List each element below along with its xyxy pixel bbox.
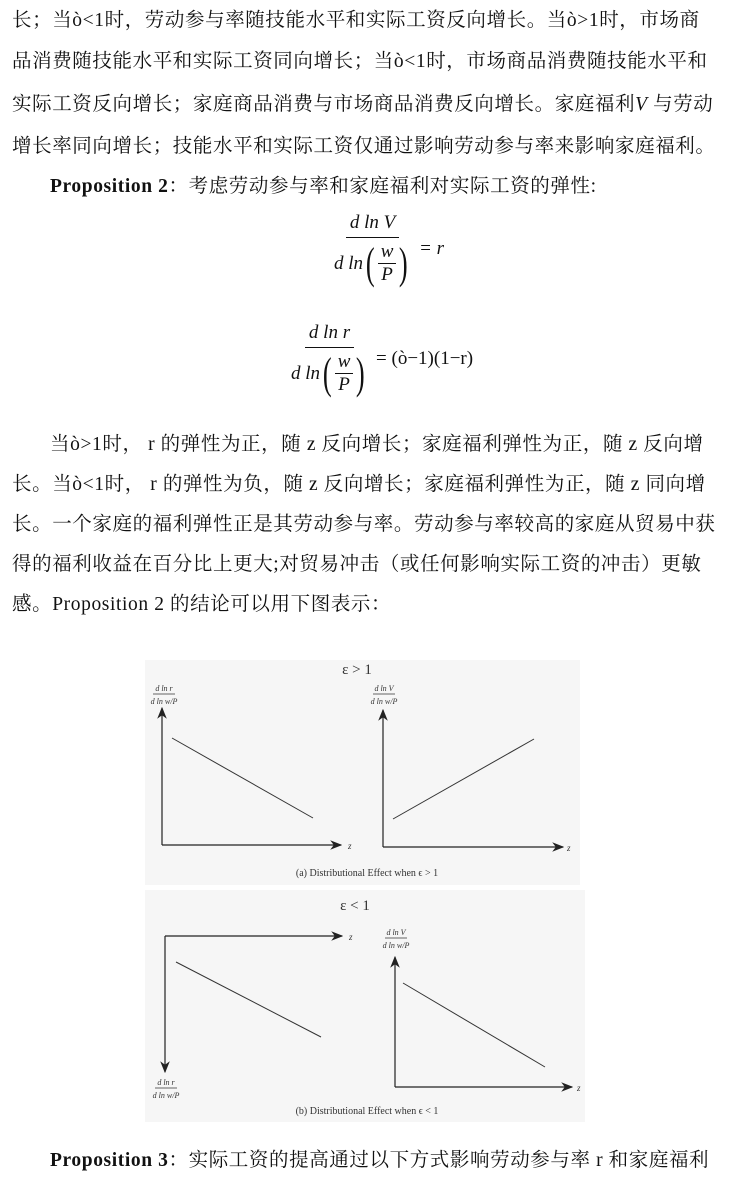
panel-b-title: ε < 1 [340, 898, 370, 914]
proposition-2-text: ：考虑劳动参与率和家庭福利对实际工资的弹性: [168, 176, 597, 197]
var-v: V [635, 94, 648, 115]
para1-line-1: 长；当ò<1时，劳动参与率随技能水平和实际工资反向增长。当ò>1时，市场商 [12, 10, 700, 31]
panel-b-left-xlabel: z [349, 932, 353, 942]
proposition-3-text: ：实际工资的提高通过以下方式影响劳动参与率 r 和家庭福利 [168, 1150, 710, 1171]
proposition-2-label: Proposition 2 [50, 176, 169, 197]
panel-a-caption: (a) Distributional Effect when ϵ > 1 [295, 868, 439, 879]
eq1-w: w [378, 241, 397, 264]
panel-b-left-ylabel-num: d ln r [157, 1078, 175, 1087]
panel-a-right-ylabel-den: d ln w/P [370, 697, 398, 706]
eq2-p: P [338, 374, 350, 395]
equation-2: d ln r d ln ( $\frac{w}{P}$ ) = (ò−1)(1−r) [291, 322, 474, 398]
panel-a-left-xlabel: z [348, 841, 352, 851]
panel-a-right-xlabel: z [567, 843, 571, 853]
eq1-p: P [381, 264, 393, 285]
eq1-rhs: = r [419, 238, 444, 259]
para2-line-5: 感。Proposition 2 的结论可以用下图表示： [12, 594, 392, 615]
panel-a-left-ylabel-den: d ln w/P [150, 697, 178, 706]
para2-line-1: 当ò>1时， r 的弹性为正，随 z 反向增长；家庭福利弹性为正，随 z 反向增 [50, 434, 704, 455]
eq2-numerator: d ln r [308, 322, 351, 343]
panel-b-right-ylabel-num: d ln V [386, 928, 406, 937]
panel-b-left-ylabel-den: d ln w/P [152, 1091, 180, 1100]
equation-1: d ln V d ln ( $\frac{w}{P}$ ) = r [334, 212, 444, 288]
eq2-rhs: = (ò−1)(1−r) [376, 348, 474, 369]
para1-line-3-text: 实际工资反向增长；家庭商品消费与市场商品消费反向增长。家庭福利 [12, 94, 636, 115]
eq2-den-prefix: d ln [291, 362, 321, 384]
panel-b-right-xlabel: z [577, 1083, 581, 1093]
para1-line-2: 品消费随技能水平和实际工资同向增长；当ò<1时，市场商品消费随技能水平和 [12, 51, 708, 72]
panel-b-caption: (b) Distributional Effect when ϵ < 1 [295, 1106, 439, 1117]
para2-line-3: 长。一个家庭的福利弹性正是其劳动参与率。劳动参与率较高的家庭从贸易中获 [12, 514, 716, 535]
proposition-3-heading [50, 1144, 709, 1172]
para2-line-4: 得的福利收益在百分比上更大;对贸易冲击（或任何影响实际工资的冲击）更敏 [12, 554, 702, 575]
eq1-den-prefix: d ln [334, 252, 364, 274]
para1-line-4: 增长率同向增长；技能水平和实际工资仅通过影响劳动参与率来影响家庭福利。 [12, 136, 716, 157]
panel-a-title: ε > 1 [342, 662, 372, 678]
panel-a-left-ylabel-num: d ln r [155, 684, 173, 693]
panel-b-right-ylabel-den: d ln w/P [382, 941, 410, 950]
panel-a-right-ylabel-num: d ln V [374, 684, 394, 693]
eq2-w: w [335, 351, 354, 374]
panel-a-background [145, 660, 580, 885]
eq1-numerator: d ln V [349, 212, 396, 233]
para2-line-2: 长。当ò<1时， r 的弹性为负，随 z 反向增长；家庭福利弹性为正，随 z 同向增 [12, 474, 706, 495]
proposition-3-label: Proposition 3 [50, 1150, 169, 1171]
para1-line-3-tail: 与劳动 [647, 94, 714, 115]
